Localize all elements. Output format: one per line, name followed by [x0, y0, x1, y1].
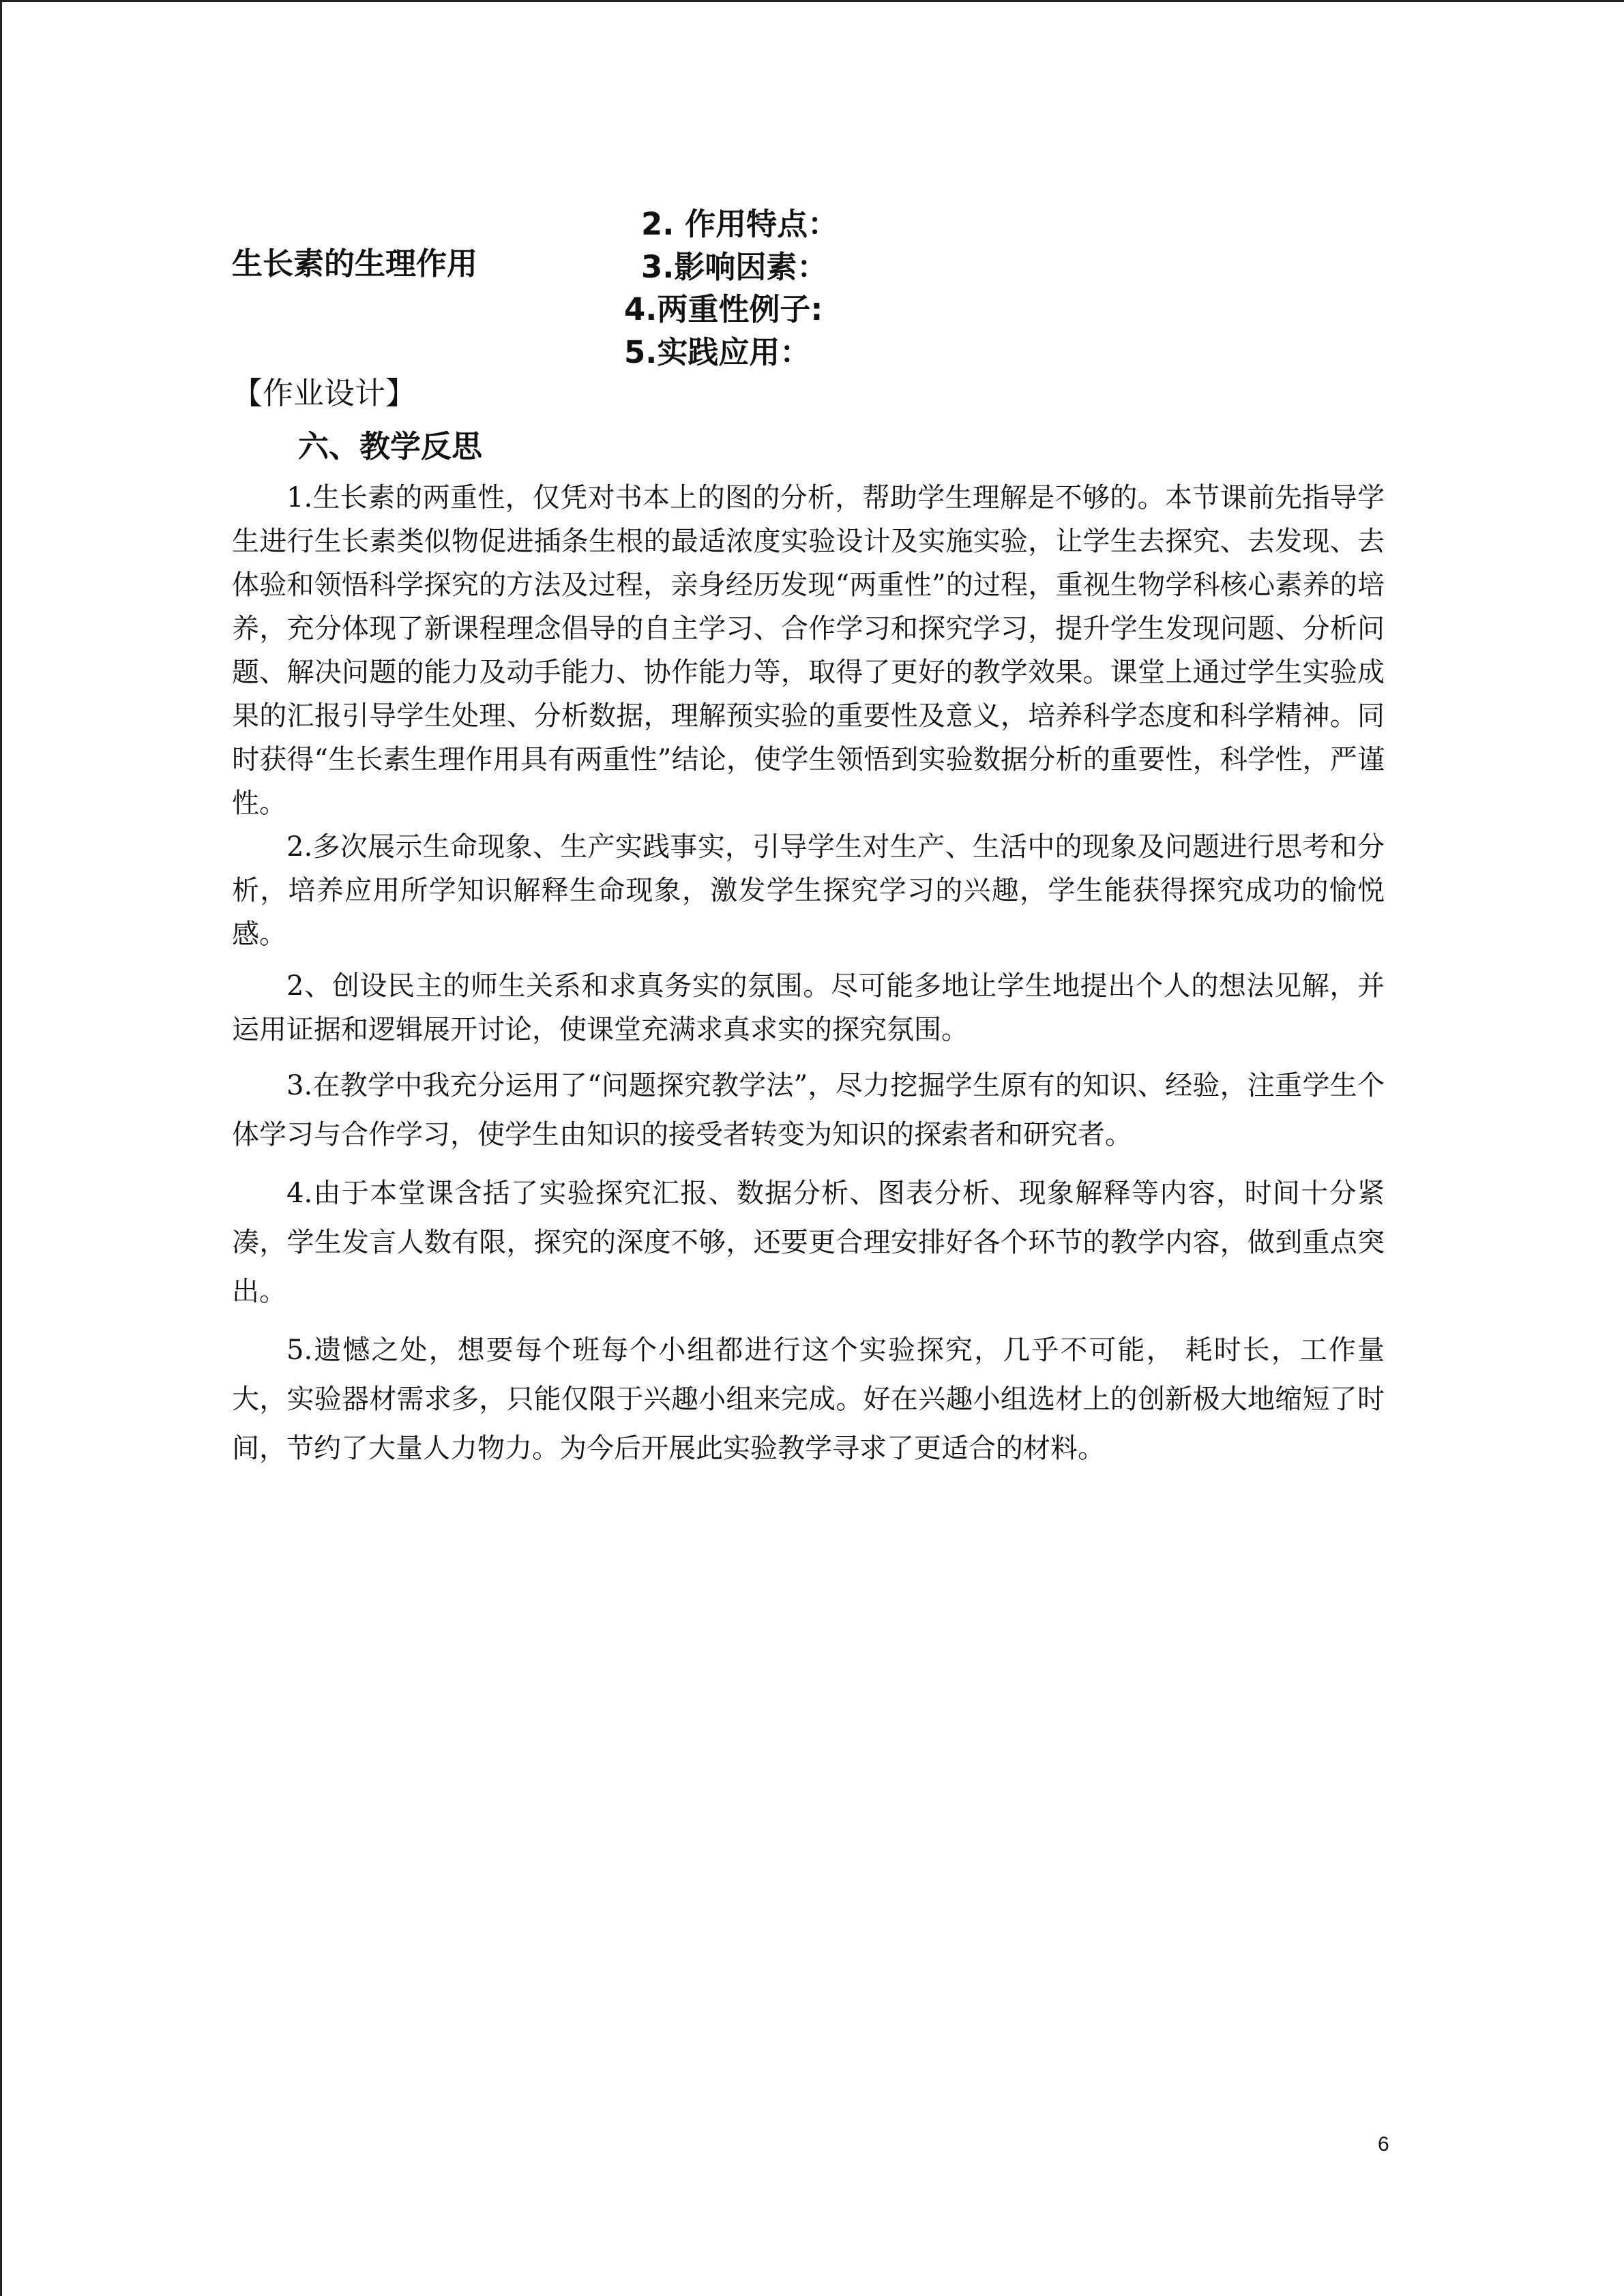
- reflection-paragraph-3: 2、创设民主的师生关系和求真务实的氛围。尽可能多地让学生地提出个人的想法见解，并运用证据和逻辑展开讨论，使课堂充满求真求实的探究氛围。: [232, 970, 1385, 1045]
- reflection-paragraph-4: 3.在教学中我充分运用了“问题探究教学法”，尽力挖掘学生原有的知识、经验，注重学生个体学习与合作学习，使学生由知识的接受者转变为知识的探索者和研究者。: [232, 1070, 1385, 1150]
- reflection-paragraph-1: 1.生长素的两重性，仅凭对书本上的图的分析，帮助学生理解是不够的。本节课前先指导学生进行生长素类似物促进插条生根的最适浓度实验设计及实施实验，让学生去探究、去发现、去体验和领悟科学探究的方法及过程，亲身经历发现“两重性”的过程，重视生物学科核心素养的培养，充分体现了新课程理念倡导的自主学习、合作学习和探究学习，提升学生发现问题、分析问题、解决问题的能力及动手能力、协作能力等，取得了更好的教学效果。课堂上通过学生实验成果的汇报引导学生处理、分析数据，理解预实验的重要性及意义，培养科学态度和科学精神。同时获得“生长素生理作用具有两重性”结论，使学生领悟到实验数据分析的重要性，科学性，严谨性。: [232, 482, 1385, 819]
- summary-topic: 生长素的生理作用: [232, 245, 478, 282]
- reflection-paragraph-6: 5.遗憾之处，想要每个班每个小组都进行这个实验探究，几乎不可能， 耗时长，工作量大，实验器材需求多，只能仅限于兴趣小组来完成。好在兴趣小组选材上的创新极大地缩短了时间，节约了大量人力物力。为今后开展此实验教学寻求了更适合的材料。: [232, 1335, 1385, 1464]
- reflection-title: 六、教学反思: [298, 428, 483, 464]
- summary-point-4: 4.两重性例子:: [624, 291, 823, 327]
- summary-point-5: 5.实践应用：: [624, 334, 811, 370]
- homework-heading: 【作业设计】: [232, 375, 417, 411]
- reflection-paragraph-2: 2.多次展示生命现象、生产实践事实，引导学生对生产、生活中的现象及问题进行思考和分析，培养应用所学知识解释生命现象，激发学生探究学习的兴趣，学生能获得探究成功的愉悦感。: [232, 831, 1385, 950]
- summary-outline: [0, 0, 1624, 382]
- summary-point-3: 3.影响因素：: [641, 249, 828, 285]
- reflection-paragraph-5: 4.由于本堂课含括了实验探究汇报、数据分析、图表分析、现象解释等内容，时间十分紧凑，学生发言人数有限，探究的深度不够，还要更合理安排好各个环节的教学内容，做到重点突出。: [232, 1178, 1385, 1307]
- summary-point-2: 2. 作用特点：: [641, 206, 839, 242]
- reflection-body: [232, 476, 1385, 1473]
- page-number: 6: [1378, 2133, 1389, 2156]
